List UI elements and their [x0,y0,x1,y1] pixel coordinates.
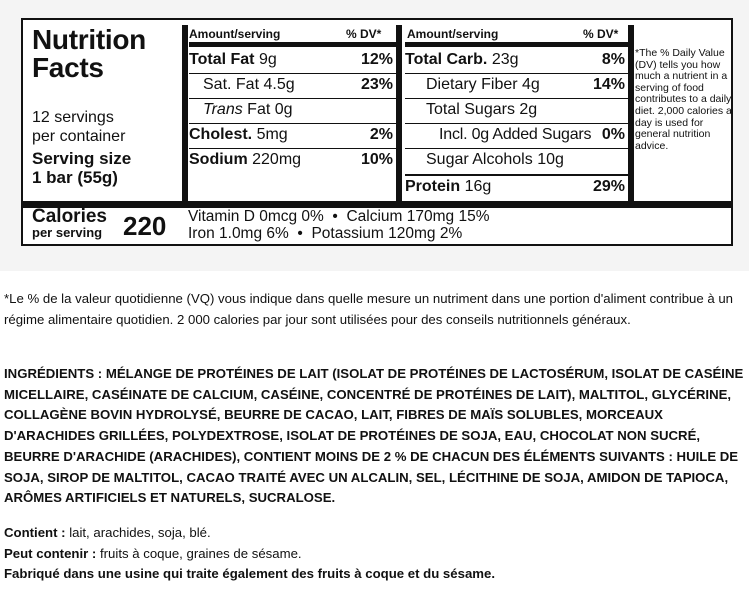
vitamins-minerals: Vitamin D 0mcg 0% • Calcium 170mg 15% Iron 1.0mg 6% • Potassium 120mg 2% [188,208,490,242]
dv-sodium: 10% [360,151,393,168]
french-dv-note: *Le % de la valeur quotidienne (VQ) vous indique dans quelle mesure un nutriment dans une portion d'aliment contribue à un régime alimentaire quotidien. 2 000 calories par jour sont utilisées pour des conseils nutritionnels généraux. [4,291,734,327]
right-amount-header: Amount/serving [407,27,499,41]
dv-sat-fat: 23% [360,76,393,93]
dv-footnote: *The % Daily Value (DV) tells you how much a nutrient in a serving of food contributes to a daily diet. 2,000 calories a day is used for general nutrition advice. [635,47,732,152]
left-header-rule [189,42,396,47]
nutrient-row-total-fat: Total Fat 9g [189,51,277,68]
right-header-rule [405,42,629,47]
facility-statement: Fabriqué dans une usine qui traite également des fruits à coque et du sésame. [4,566,495,582]
dv-protein: 29% [592,178,625,195]
nutrition-facts-title: Nutrition Facts [32,24,146,83]
contains-statement: Contient : lait, arachides, soja, blé. [4,525,211,540]
may-contain-statement: Peut contenir : fruits à coque, graines de sésame. [4,545,302,561]
nutrient-row-sat-fat: Sat. Fat 4.5g [203,76,295,93]
nutrient-row-sodium: Sodium 220mg [189,151,302,168]
serving-size: Serving size 1 bar (55g) [32,149,132,187]
dv-added-sugars: 0% [601,126,625,143]
nutrient-row-sugar-alcohols: Sugar Alcohols 10g [426,151,564,168]
calories-label: Calories per serving [32,206,107,240]
dv-total-fat: 12% [360,51,393,68]
nutrient-row-trans-fat: Trans Fat 0g [203,101,293,118]
servings-per-container: 12 servings per container [32,109,126,145]
nutrient-row-protein: Protein 16g [405,178,492,195]
nutrient-row-cholesterol: Cholest. 5mg [189,126,288,143]
calories-rule [23,201,731,208]
dv-cholesterol: 2% [369,126,393,143]
nutrient-row-total-carb: Total Carb. 23g [405,51,519,68]
divider-middle [396,25,402,202]
ingredients-list: INGRÉDIENTS : MÉLANGE DE PROTÉINES DE LAIT (ISOLAT DE PROTÉINES DE LACTOSÉRUM, ISOLAT DE CASÉINE MICELLAIRE, CASÉINATE DE CALCIUM, CASÉINE, CONCENTRÉ DE PROTÉINES DE LAIT), MALTITOL, GLYCÉRINE, COLLAGÈNE BOVIN HYDROLYSÉ, BEURRE DE CACAO, LAIT, FIBRES DE MAÏS SOLUBLES, MORCEAUX D'ARACHIDES GRILLÉES, POLYDEXTROSE, ISOLAT DE PROTÉINES DE SOJA, EAU, CHOCOLAT NON SUCRÉ, BEURRE D'ARACHIDE (ARACHIDES), CONTIENT MOINS DE 2 % DE CHACUN DES ÉLÉMENTS SUIVANTS : HUILE DE SOJA, SIROP DE MALTITOL, CACAO TRAITÉ AVEC UN ALCALIN, SEL, LÉCITHINE DE SOJA, AMIDON DE TAPIOCA, ARÔMES ARTIFICIELS ET NATURELS, SUCRALOSE. [4,366,744,506]
left-amount-header: Amount/serving [189,27,281,41]
right-dv-header: % DV* [583,27,619,41]
nutrient-row-total-sugars: Total Sugars 2g [426,101,538,118]
nutrient-row-dietary-fiber: Dietary Fiber 4g [426,76,540,93]
nutrient-row-added-sugars: Incl. 0g Added Sugars [439,126,592,143]
calories-value: 220 [123,211,167,241]
left-dv-header: % DV* [346,27,382,41]
dv-total-carb: 8% [601,51,625,68]
dv-dietary-fiber: 14% [592,76,625,93]
nutrition-facts-label [21,18,733,246]
divider-left [182,25,188,202]
allergen-statements [4,523,495,585]
